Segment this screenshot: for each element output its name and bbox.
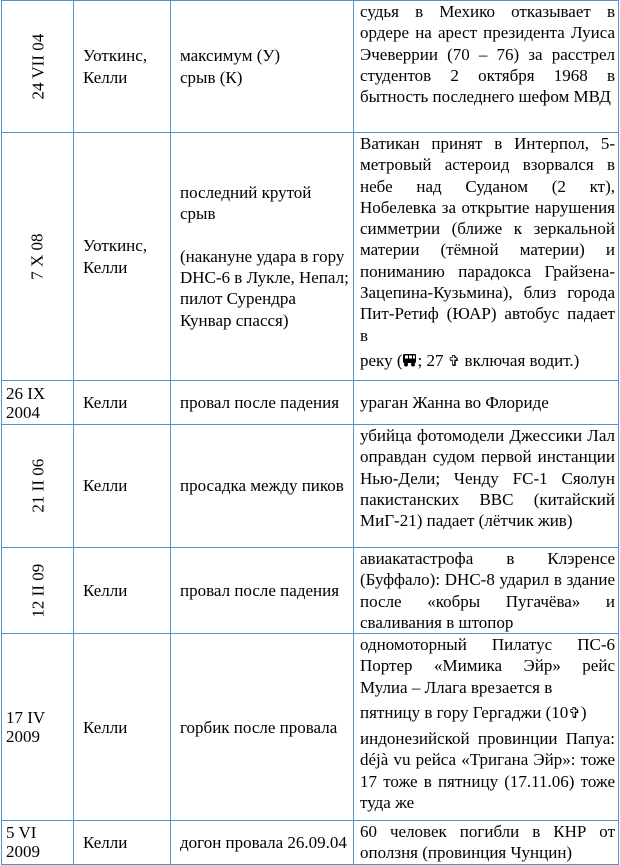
who-cell: Келли	[74, 634, 171, 821]
orthodox-cross-icon: ✞	[447, 351, 461, 370]
what-cell: просадка между пиков	[171, 425, 354, 548]
table-row	[2, 634, 619, 821]
what-cell: горбик после провала	[171, 634, 354, 821]
what-line: последний крутой срыв	[180, 183, 312, 224]
bus-icon	[402, 347, 417, 361]
date-cell: 17 IV 2009	[2, 634, 74, 821]
date-cell: 5 VI 2009	[2, 821, 74, 865]
what-cell: провал после падения	[171, 381, 354, 425]
event-cell: судья в Мехико отказывает в ордере на арест президента Луиса Эчеверрии (70 – 76) за расстрел студентов 2 октября 1968 в бытность последнего шефом МВД	[354, 1, 619, 133]
table-row	[2, 821, 619, 865]
event-cell: ураган Жанна во Флориде	[354, 381, 619, 425]
date-cell: 26 IX 2004	[2, 381, 74, 425]
table-row	[2, 1, 619, 133]
date-text: 12 II 09	[27, 563, 47, 618]
date-cell	[2, 1, 74, 133]
events-table	[1, 0, 619, 865]
who-cell: Келли	[74, 548, 171, 634]
event-cell: убийца фотомодели Джессики Лал оправдан судом первой инстанции Нью-Дели; Ченду FC-1 Сяолун пакистанских ВВС (китайский МиГ-21) падает (лётчик жив)	[354, 425, 619, 548]
event-cell: авиакатастрофа в Клэренсе (Буффало): DHC-8 ударил в здание после «кобры Пугачёва» и сваливания в штопор	[354, 548, 619, 634]
date-text: 24 VII 04	[27, 33, 47, 100]
what-cell	[171, 1, 354, 133]
table-row	[2, 425, 619, 548]
date-cell	[2, 425, 74, 548]
event-text: Ватикан принят в Интерпол, 5-метровый астероид взорвался в небе над Суданом (2 кт), Нобелевка за открытие нарушения симметрии (ближе к зеркальной материи (тёмной материи) и пониманию парадокса Грайзена-Зацепина-Кузьмина), близ города Пит-Ретиф (ЮАР) автобус падает в	[360, 134, 615, 345]
what-cell	[171, 133, 354, 381]
event-line: пятницу в гору Гергаджи (10✞)	[360, 703, 587, 723]
what-line: срыв (К)	[180, 67, 243, 87]
who-cell: Келли	[74, 381, 171, 425]
table-row	[2, 548, 619, 634]
what-note: (накануне удара в гору DHC-6 в Лукле, Непал; пилот Сурендра Кунвар спасся)	[180, 246, 349, 330]
event-text: одномоторный Пилатус ПС-6 Портер «Мимика Эйр» рейс Мулиа – Ллага врезается в	[360, 635, 615, 697]
table-row	[2, 133, 619, 381]
date-text: 7 X 08	[27, 233, 47, 280]
date-cell	[2, 133, 74, 381]
what-cell: догон провала 26.09.04	[171, 821, 354, 865]
date-cell	[2, 548, 74, 634]
what-line: максимум (У)	[180, 46, 281, 66]
what-cell: провал после падения	[171, 548, 354, 634]
orthodox-cross-icon: ✞	[568, 704, 581, 723]
event-cell	[354, 133, 619, 381]
event-cell	[354, 634, 619, 821]
event-cell: 60 человек погибли в КНР от оползня (провинция Чунцин)	[354, 821, 619, 865]
who-cell: Келли	[74, 821, 171, 865]
event-text: индонезийской провинции Папуа: déjà vu рейса «Тригана Эйр»: тоже 17 тоже в пятницу (17.11.06) тоже туда же	[360, 729, 615, 812]
event-tail: реку ( ; 27 ✞ включая водит.)	[360, 346, 615, 376]
who-cell: Келли	[74, 425, 171, 548]
table-row	[2, 381, 619, 425]
who-cell: Уоткинс, Келли	[74, 133, 171, 381]
date-text: 21 II 06	[27, 459, 47, 513]
who-cell: Уоткинс, Келли	[74, 1, 171, 133]
